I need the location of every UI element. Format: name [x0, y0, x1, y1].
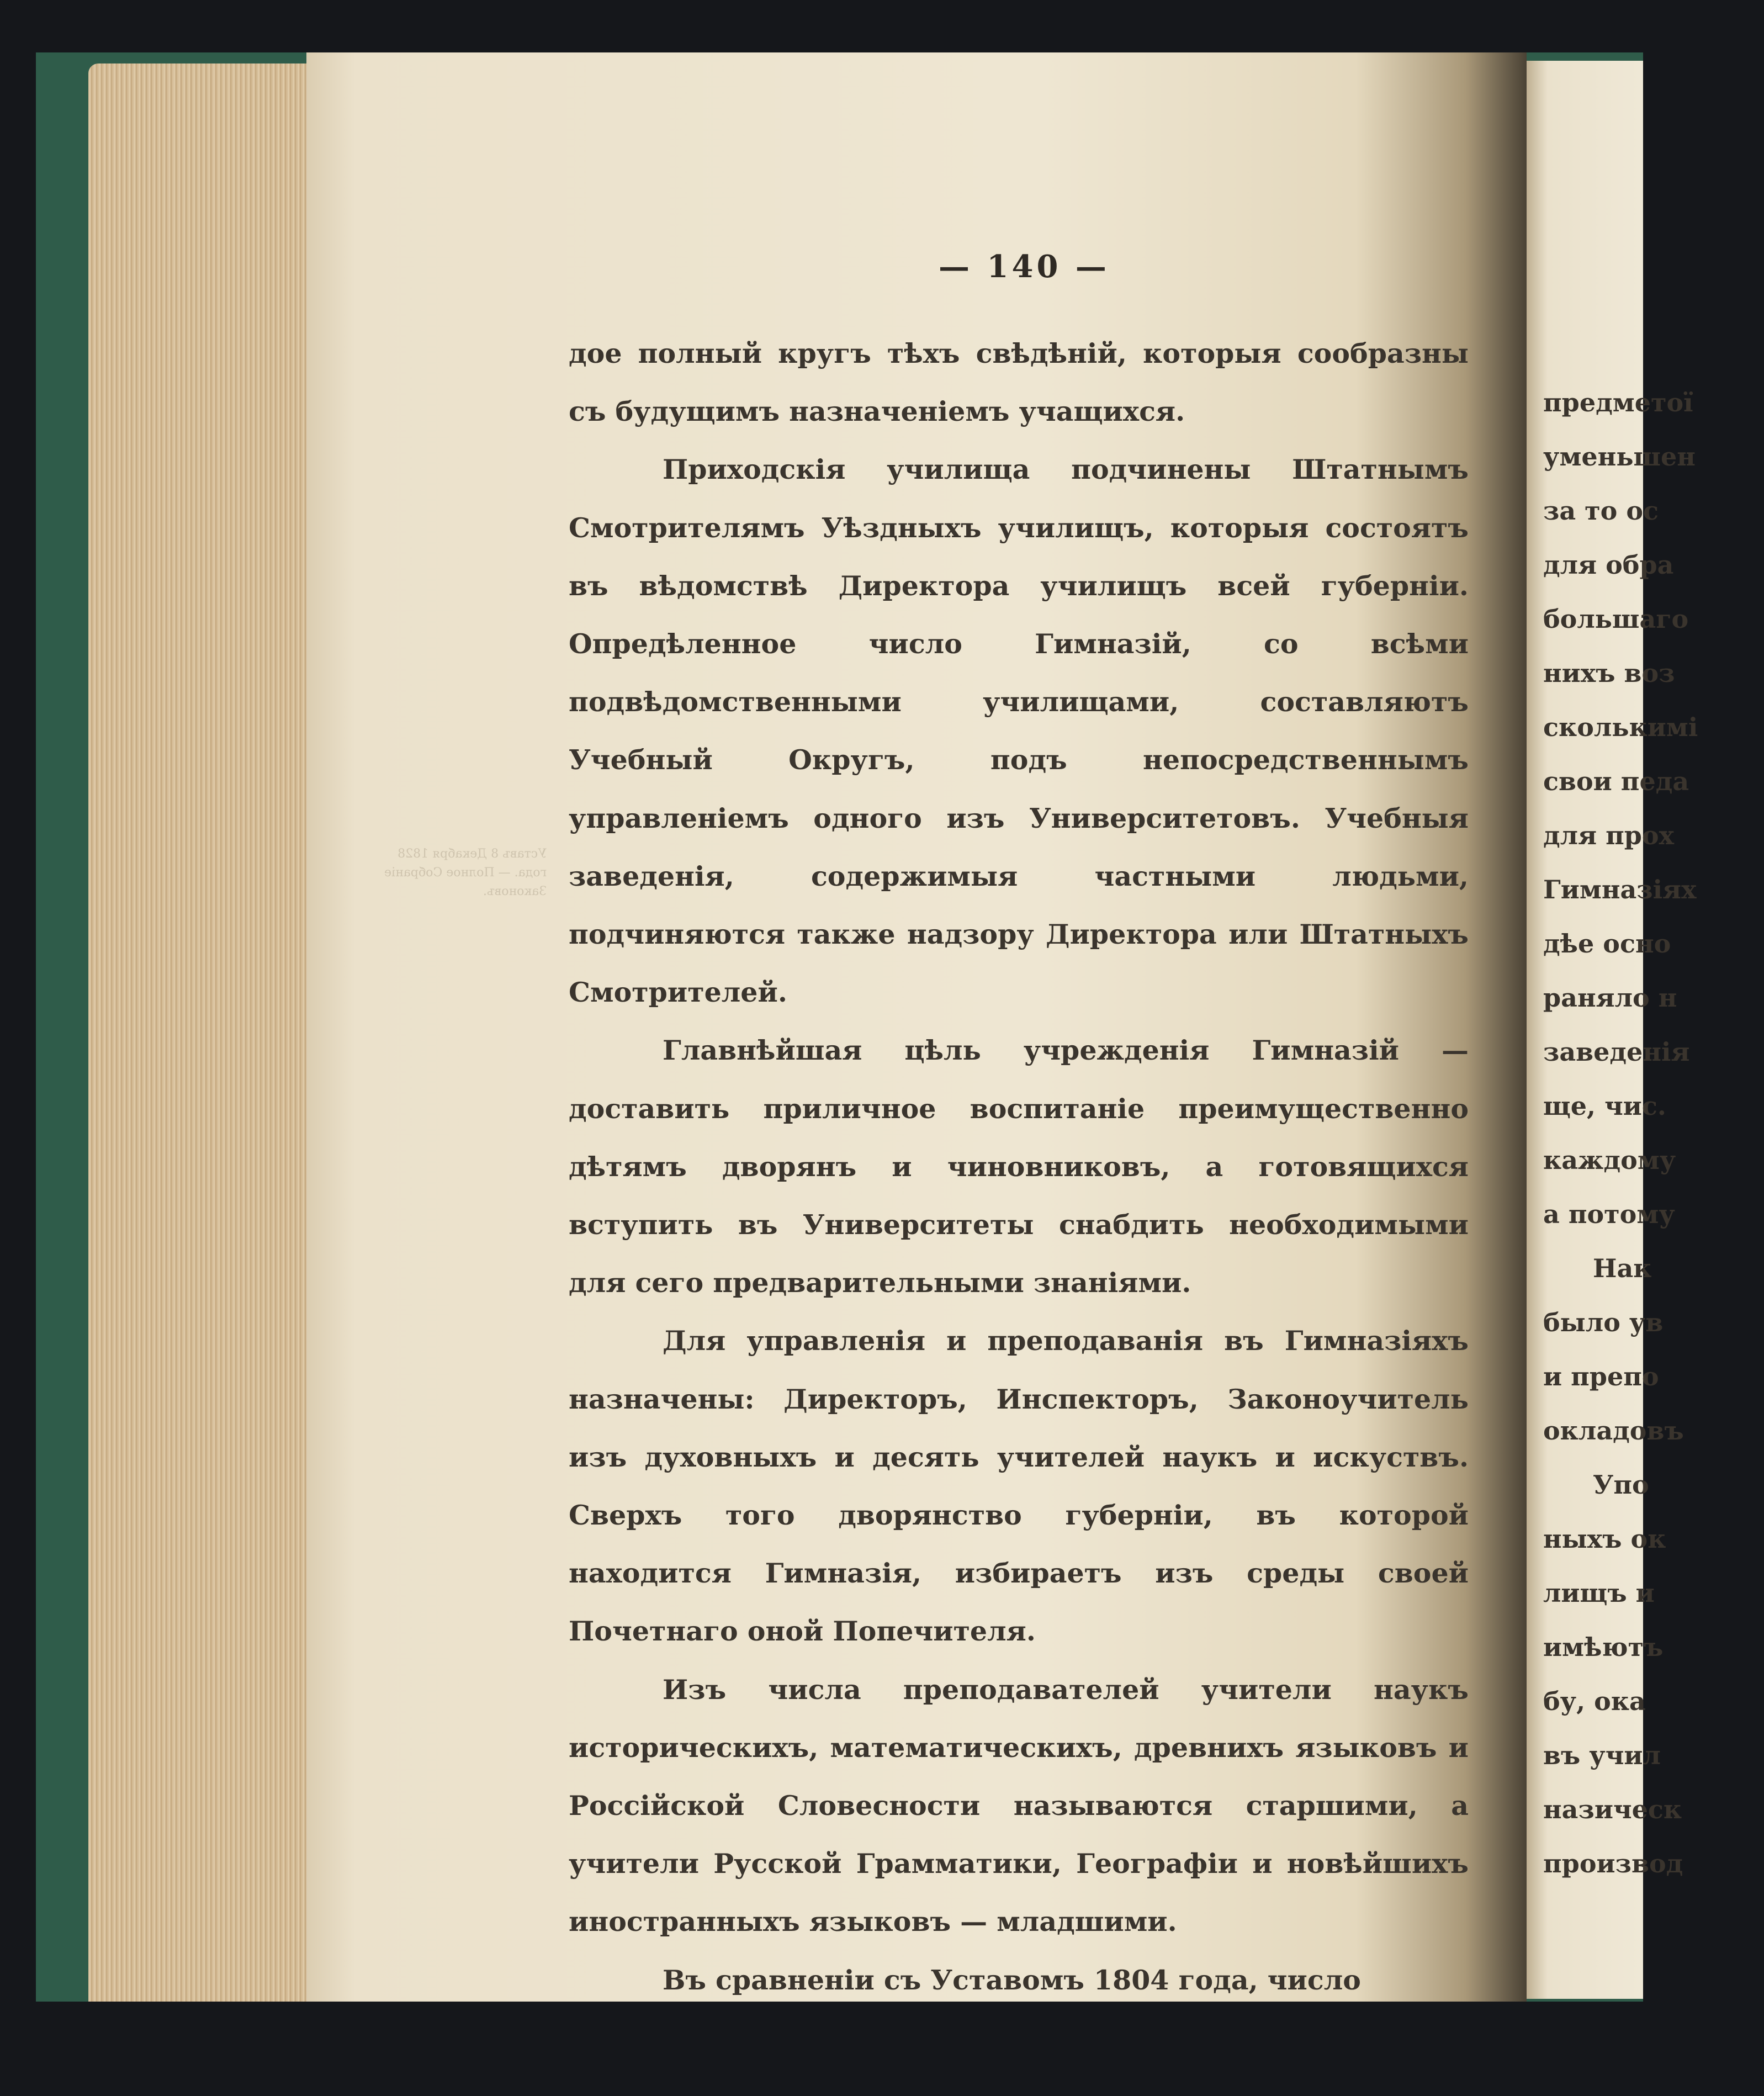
page-body — [569, 325, 1469, 2009]
scan-background — [0, 2002, 1643, 2096]
paragraph: дое полный кругъ тѣхъ свѣдѣній, которыя сообразны съ будущимъ назначеніемъ учащихся. — [569, 337, 1469, 428]
facing-line: для прох — [1543, 821, 1675, 850]
page-edges — [88, 63, 309, 2029]
facing-line: бу, ока — [1543, 1686, 1646, 1716]
facing-line: нихъ воз — [1543, 658, 1675, 688]
bleed-through-note: Уставъ 8 Декабря 1828 года. — Полное Собраніе Законовъ. — [384, 847, 547, 898]
facing-line: предметої — [1543, 388, 1693, 417]
paragraph: Приходскія училища подчинены Штатнымъ Смотрителямъ Уѣздныхъ училищъ, которыя состоятъ въ вѣдомствѣ Директора училищъ всей губерніи. Опредѣленное число Гимназій, со всѣми подвѣдомственными училищами, составляютъ Учебный Округъ, подъ непосредственнымъ управленіемъ одного изъ Университетовъ. Учебныя заведенія, содержимыя частными людьми, подчиняются также надзору Директора или Штатныхъ Смотрителей. — [569, 453, 1469, 1009]
facing-line: ще, чис. — [1543, 1091, 1666, 1121]
facing-line: для обра — [1543, 550, 1674, 580]
facing-line: раняло н — [1543, 983, 1677, 1013]
facing-line: большаго — [1543, 604, 1689, 634]
paragraph: Въ сравненіи съ Уставомъ 1804 года, число — [663, 1963, 1361, 1996]
facing-line: Упо — [1593, 1470, 1649, 1500]
facing-line: Нак — [1593, 1253, 1652, 1283]
facing-line: свои педа — [1543, 766, 1689, 796]
facing-line: лищъ и — [1543, 1578, 1655, 1608]
paragraph: Для управленія и преподаванія въ Гимназіяхъ назначены: Директоръ, Инспекторъ, Законоучитель изъ духовныхъ и десять учителей наукъ и искуствъ. Сверхъ того дворянство губерніи, въ которой находится Гимназія, избираетъ изъ среды своей Почетнаго оной Попечителя. — [569, 1325, 1469, 1648]
page-number: — 140 — — [939, 248, 1110, 285]
facing-line: дѣе осно — [1543, 929, 1671, 959]
facing-line: въ учил — [1543, 1740, 1661, 1770]
facing-line: имѣютъ — [1543, 1632, 1664, 1662]
facing-line: а потому — [1543, 1199, 1675, 1229]
facing-line: каждому — [1543, 1145, 1676, 1175]
paragraph: Главнѣйшая цѣль учрежденія Гимназій — доставить приличное воспитаніе преимущественно дѣтямъ дворянъ и чиновниковъ, а готовящихся вступить въ Университеты снабдить необходимыми для сего предварительными знаніями. — [569, 1034, 1469, 1299]
paragraph: Изъ числа преподавателей учители наукъ историческихъ, математическихъ, древнихъ языковъ и Россійской Словесности называются старшими, а учители Русской Грамматики, Географіи и новѣйшихъ иностранныхъ языковъ — младшими. — [569, 1673, 1469, 1938]
facing-page-text — [1543, 375, 1764, 1891]
facing-page — [1527, 61, 1698, 1999]
facing-line: производ — [1543, 1849, 1683, 1878]
facing-line: было ув — [1543, 1308, 1664, 1337]
facing-line: назическ — [1543, 1795, 1682, 1824]
facing-line: ныхъ ок — [1543, 1524, 1666, 1554]
facing-line: за то ос — [1543, 496, 1659, 526]
facing-line: уменьшен — [1543, 442, 1696, 472]
facing-line: и препо — [1543, 1362, 1659, 1391]
facing-line: сколькимі — [1543, 712, 1698, 742]
facing-line: заведенія — [1543, 1037, 1690, 1067]
facing-line: окладовъ — [1543, 1416, 1684, 1446]
facing-line: Гимназіях — [1543, 875, 1697, 904]
